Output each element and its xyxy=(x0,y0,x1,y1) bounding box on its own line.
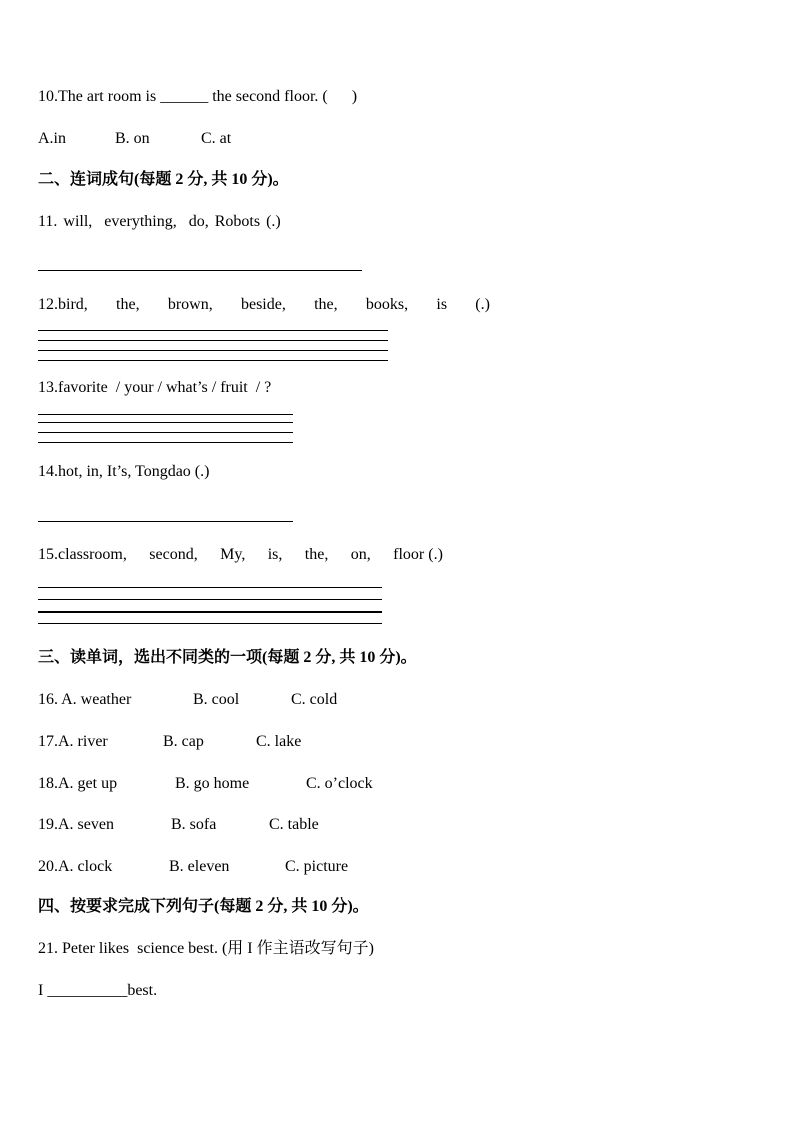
question-15-word: 15.classroom, xyxy=(38,546,127,563)
answer-line xyxy=(38,360,388,361)
answer-line xyxy=(38,330,388,331)
section-2-heading: 二、连词成句(每题 2 分, 共 10 分)。 xyxy=(38,171,289,188)
question-12 xyxy=(38,295,490,315)
answer-line xyxy=(38,340,388,341)
question-15 xyxy=(38,545,443,565)
answer-line xyxy=(38,414,293,415)
question-11: 11. will, everything, do, Robots (.) xyxy=(38,213,281,230)
question-20-option-b: B. eleven xyxy=(169,858,230,875)
question-15-word: My, xyxy=(220,546,246,563)
answer-line xyxy=(38,270,362,271)
question-15-word: floor (.) xyxy=(393,546,443,563)
question-15-word: second, xyxy=(149,546,198,563)
question-16-option-a: 16. A. weather xyxy=(38,691,132,708)
answer-line xyxy=(38,587,382,588)
question-12-word: beside, xyxy=(240,296,286,313)
question-21-answer: I __________best. xyxy=(38,982,158,999)
question-19-option-b: B. sofa xyxy=(171,816,217,833)
question-21: 21. Peter likes science best. (用 I 作主语改写句子) xyxy=(38,940,374,957)
question-19-option-a: 19.A. seven xyxy=(38,816,114,833)
question-12-word: the, xyxy=(116,296,140,313)
question-20-option-c: C. picture xyxy=(285,858,349,875)
answer-line xyxy=(38,442,293,443)
answer-line xyxy=(38,432,293,433)
section-3-heading: 三、读单词，选出不同类的一项(每题 2 分, 共 10 分)。 xyxy=(38,649,417,666)
question-15-word: is, xyxy=(267,546,283,563)
question-10-option-c: C. at xyxy=(201,130,232,147)
question-13: 13.favorite / your / what’s / fruit / ? xyxy=(38,379,272,396)
question-20-option-a: 20.A. clock xyxy=(38,858,113,875)
question-10-option-a: A.in xyxy=(38,130,66,147)
answer-line xyxy=(38,599,382,600)
question-14: 14.hot, in, It’s, Tongdao (.) xyxy=(38,463,210,480)
question-18-option-b: B. go home xyxy=(175,775,250,792)
question-12-word: brown, xyxy=(167,296,213,313)
question-19-option-c: C. table xyxy=(269,816,319,833)
question-15-word: on, xyxy=(350,546,371,563)
question-12-word: books, xyxy=(365,296,409,313)
question-17-option-b: B. cap xyxy=(163,733,204,750)
question-18-option-c: C. o’clock xyxy=(306,775,373,792)
question-17-option-c: C. lake xyxy=(256,733,302,750)
question-17-option-a: 17.A. river xyxy=(38,733,108,750)
question-12-word: 12.bird, xyxy=(38,296,88,313)
answer-line xyxy=(38,422,293,423)
question-18-option-a: 18.A. get up xyxy=(38,775,118,792)
question-12-word: is xyxy=(436,296,448,313)
question-10: 10.The art room is ______ the second floor. ( ) xyxy=(38,88,358,105)
question-16-option-c: C. cold xyxy=(291,691,338,708)
question-12-word: (.) xyxy=(475,296,490,313)
section-4-heading: 四、按要求完成下列句子(每题 2 分, 共 10 分)。 xyxy=(38,898,369,915)
question-16-option-b: B. cool xyxy=(193,691,240,708)
question-10-option-b: B. on xyxy=(115,130,150,147)
question-15-word: the, xyxy=(304,546,329,563)
answer-line xyxy=(38,521,293,522)
answer-line xyxy=(38,611,382,613)
answer-line xyxy=(38,623,382,624)
answer-line xyxy=(38,350,388,351)
question-12-word: the, xyxy=(314,296,338,313)
